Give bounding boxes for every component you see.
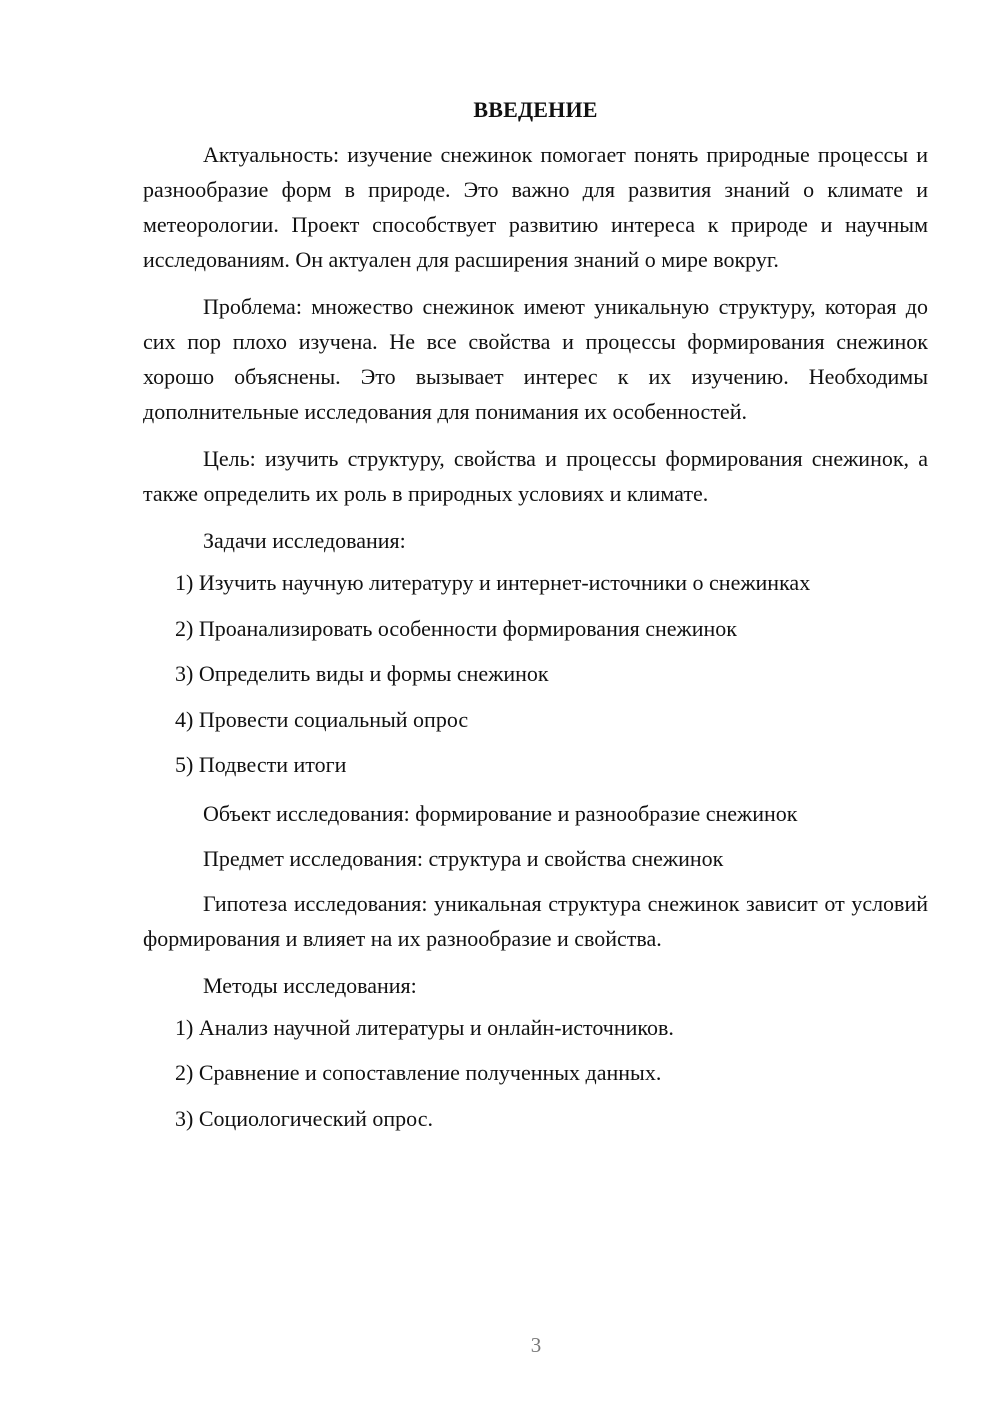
problem-paragraph: Проблема: множество снежинок имеют уникальную структуру, которая до сих пор плохо изучена. Не все свойства и процессы формирования снежинок хорошо объяснены. Это вызывает интерес к их изучению. Необходимы дополнительные исследования для понимания их особенностей. xyxy=(143,294,928,424)
list-item: 2) Сравнение и сопоставление полученных данных. xyxy=(175,1060,662,1085)
section-title: ВВЕДЕНИЕ xyxy=(473,97,598,122)
methods-heading: Методы исследования: xyxy=(203,972,417,998)
list-item: 1) Анализ научной литературы и онлайн-источников. xyxy=(175,1014,674,1040)
methods-list xyxy=(143,1013,928,1134)
list-item: 4) Провести социальный опрос xyxy=(175,706,469,732)
list-item: 5) Подвести итоги xyxy=(175,752,347,777)
subject-paragraph: Предмет исследования: структура и свойства снежинок xyxy=(203,845,724,871)
document-page xyxy=(143,95,928,1149)
tasks-list xyxy=(143,568,928,780)
list-item: 1) Изучить научную литературу и интернет-источники о снежинках xyxy=(175,570,811,595)
hypothesis-paragraph: Гипотеза исследования: уникальная структура снежинок зависит от условий формирования и влияет на их разнообразие и свойства. xyxy=(143,890,928,951)
object-paragraph: Объект исследования: формирование и разнообразие снежинок xyxy=(203,800,798,826)
page-number: 3 xyxy=(530,1333,542,1357)
goal-paragraph: Цель: изучить структуру, свойства и процессы формирования снежинок, а также определить их роль в природных условиях и климате. xyxy=(143,446,928,506)
list-item: 2) Проанализировать особенности формирования снежинок xyxy=(175,615,737,641)
list-item: 3) Определить виды и формы снежинок xyxy=(175,661,549,686)
relevance-paragraph: Актуальность: изучение снежинок помогает понять природные процессы и разнообразие форм в природе. Это важно для развития знаний о климате и метеорологии. Проект способствует развитию интереса к природе и научным исследованиям. Он актуален для расширения знаний о мире вокруг. xyxy=(143,142,928,272)
list-item: 3) Социологический опрос. xyxy=(175,1105,433,1131)
tasks-heading: Задачи исследования: xyxy=(203,528,406,553)
